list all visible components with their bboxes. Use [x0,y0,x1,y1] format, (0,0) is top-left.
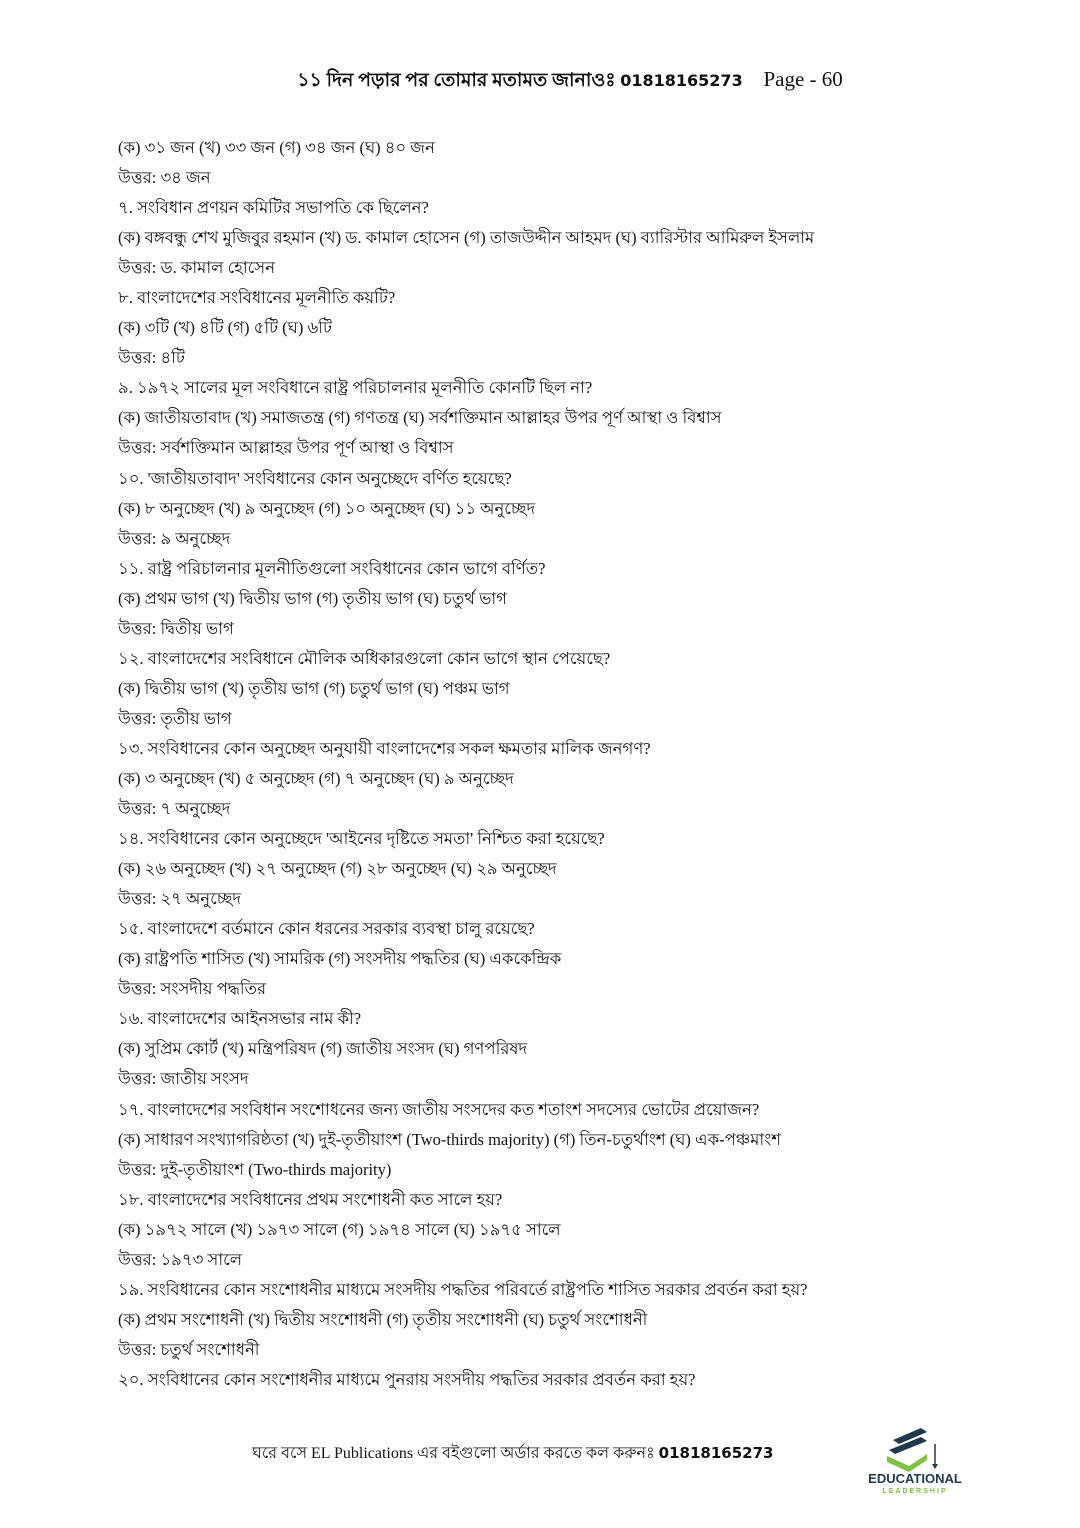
footer-phone: 01818165273 [658,1444,774,1462]
page-header [0,66,1080,98]
answer-line: উত্তর: ৪টি [118,348,185,368]
answer-line: উত্তর: তৃতীয় ভাগ [118,708,232,728]
question-line: ১৩. সংবিধানের কোন অনুচ্ছেদ অনুযায়ী বাংলাদেশের সকল ক্ষমতার মালিক জনগণ? [118,738,651,758]
answer-line: উত্তর: ড. কামাল হোসেন [118,258,276,278]
educational-leadership-logo [862,1426,968,1506]
options-line: (ক) সাধারণ সংখ্যাগরিষ্ঠতা (খ) দুই-তৃতীয়াংশ (Two-thirds majority) (গ) তিন-চতুর্থাংশ (ঘ) এক-পঞ্চমাংশ [118,1129,782,1149]
options-line: (ক) ৩১ জন (খ) ৩৩ জন (গ) ৩৪ জন (ঘ) ৪০ জন [118,138,435,157]
answer-line: উত্তর: ১৯৭৩ সালে [118,1249,243,1269]
question-line: ১২. বাংলাদেশের সংবিধানে মৌলিক অধিকারগুলো কোন ভাগে স্থান পেয়েছে? [118,648,611,668]
options-line: (ক) ৩টি (খ) ৪টি (গ) ৫টি (ঘ) ৬টি [118,318,332,338]
answer-line: উত্তর: ৯ অনুচ্ছেদ [118,528,231,548]
answer-line: উত্তর: ৭ অনুচ্ছেদ [118,799,231,819]
question-line: ১৫. বাংলাদেশে বর্তমানে কোন ধরনের সরকার ব্যবস্থা চালু রয়েছে? [118,919,535,939]
options-line: (ক) রাষ্ট্রপতি শাসিত (খ) সামরিক (গ) সংসদীয় পদ্ধতির (ঘ) এককেন্দ্রিক [118,949,562,969]
question-line: ১৮. বাংলাদেশের সংবিধানের প্রথম সংশোধনী কত সালে হয়? [118,1189,503,1209]
document-body [118,133,1018,1395]
logo-mark-icon [885,1426,945,1472]
options-line: (ক) ২৬ অনুচ্ছেদ (খ) ২৭ অনুচ্ছেদ (গ) ২৮ অনুচ্ছেদ (ঘ) ২৯ অনুচ্ছেদ [118,859,557,879]
options-line: (ক) ১৯৭২ সালে (খ) ১৯৭৩ সালে (গ) ১৯৭৪ সালে (ঘ) ১৯৭৫ সালে [118,1219,561,1239]
question-line: ৯. ১৯৭২ সালের মূল সংবিধানে রাষ্ট্র পরিচালনার মূলনীতি কোনটি ছিল না? [118,378,593,398]
question-line: ৭. সংবিধান প্রণয়ন কমিটির সভাপতি কে ছিলেন? [118,198,429,218]
options-line: (ক) প্রথম ভাগ (খ) দ্বিতীয় ভাগ (গ) তৃতীয় ভাগ (ঘ) চতুর্থ ভাগ [118,588,507,608]
options-line: (ক) বঙ্গবন্ধু শেখ মুজিবুর রহমান (খ) ড. কামাল হোসেন (গ) তাজউদ্দীন আহমদ (ঘ) ব্যারিস্টার আমিরুল ইসলাম [118,228,815,248]
options-line: (ক) ৩ অনুচ্ছেদ (খ) ৫ অনুচ্ছেদ (গ) ৭ অনুচ্ছেদ (ঘ) ৯ অনুচ্ছেদ [118,768,514,788]
logo-text-educational: EDUCATIONAL [868,1471,962,1486]
answer-line: উত্তর: চতুর্থ সংশোধনী [118,1339,260,1359]
footer-text: ঘরে বসে EL Publications এর বইগুলো অর্ডার করতে কল করুনঃ [252,1445,655,1462]
header-text: ১১ দিন পড়ার পর তোমার মতামত জানাওঃ [297,70,616,91]
options-line: (ক) সুপ্রিম কোর্ট (খ) মন্ত্রিপরিষদ (গ) জাতীয় সংসদ (ঘ) গণপরিষদ [118,1039,528,1059]
answer-line: উত্তর: ৩৪ জন [118,168,211,188]
answer-line: উত্তর: সংসদীয় পদ্ধতির [118,979,267,999]
answer-line: উত্তর: দুই-তৃতীয়াংশ (Two-thirds majority) [118,1159,392,1179]
question-line: ১৭. বাংলাদেশের সংবিধান সংশোধনের জন্য জাতীয় সংসদের কত শতাংশ সদস্যের ভোটের প্রয়োজন? [118,1099,760,1119]
question-line: ১১. রাষ্ট্র পরিচালনার মূলনীতিগুলো সংবিধানের কোন ভাগে বর্ণিত? [118,558,546,578]
question-line: ১০. 'জাতীয়তাবাদ' সংবিধানের কোন অনুচ্ছেদে বর্ণিত হয়েছে? [118,468,512,488]
options-line: (ক) ৮ অনুচ্ছেদ (খ) ৯ অনুচ্ছেদ (গ) ১০ অনুচ্ছেদ (ঘ) ১১ অনুচ্ছেদ [118,498,536,518]
answer-line: উত্তর: জাতীয় সংসদ [118,1069,249,1089]
page-number: Page - 60 [763,67,843,91]
question-line: ১৬. বাংলাদেশের আইনসভার নাম কী? [118,1009,362,1029]
options-line: (ক) দ্বিতীয় ভাগ (খ) তৃতীয় ভাগ (গ) চতুর্থ ভাগ (ঘ) পঞ্চম ভাগ [118,678,510,698]
answer-line: উত্তর: ২৭ অনুচ্ছেদ [118,889,242,909]
question-line: ১৯. সংবিধানের কোন সংশোধনীর মাধ্যমে সংসদীয় পদ্ধতির পরিবর্তে রাষ্ট্রপতি শাসিত সরকার প্রবর্তন করা হয়? [118,1279,808,1299]
options-line: (ক) প্রথম সংশোধনী (খ) দ্বিতীয় সংশোধনী (গ) তৃতীয় সংশোধনী (ঘ) চতুর্থ সংশোধনী [118,1309,648,1329]
logo-text-leadership: LEADERSHIP [882,1488,948,1495]
answer-line: উত্তর: দ্বিতীয় ভাগ [118,618,234,638]
header-phone: 01818165273 [620,71,743,90]
page-footer [252,1440,773,1467]
answer-line: উত্তর: সর্বশক্তিমান আল্লাহর উপর পূর্ণ আস্থা ও বিশ্বাস [118,438,454,458]
question-line: ১৪. সংবিধানের কোন অনুচ্ছেদে 'আইনের দৃষ্টিতে সমতা' নিশ্চিত করা হয়েছে? [118,829,605,849]
question-line: ৮. বাংলাদেশের সংবিধানের মূলনীতি কয়টি? [118,288,396,308]
question-line: ২০. সংবিধানের কোন সংশোধনীর মাধ্যমে পুনরায় সংসদীয় পদ্ধতির সরকার প্রবর্তন করা হয়? [118,1369,696,1389]
options-line: (ক) জাতীয়তাবাদ (খ) সমাজতন্ত্র (গ) গণতন্ত্র (ঘ) সর্বশক্তিমান আল্লাহর উপর পূর্ণ আস্থা ও বিশ্বাস [118,408,722,428]
